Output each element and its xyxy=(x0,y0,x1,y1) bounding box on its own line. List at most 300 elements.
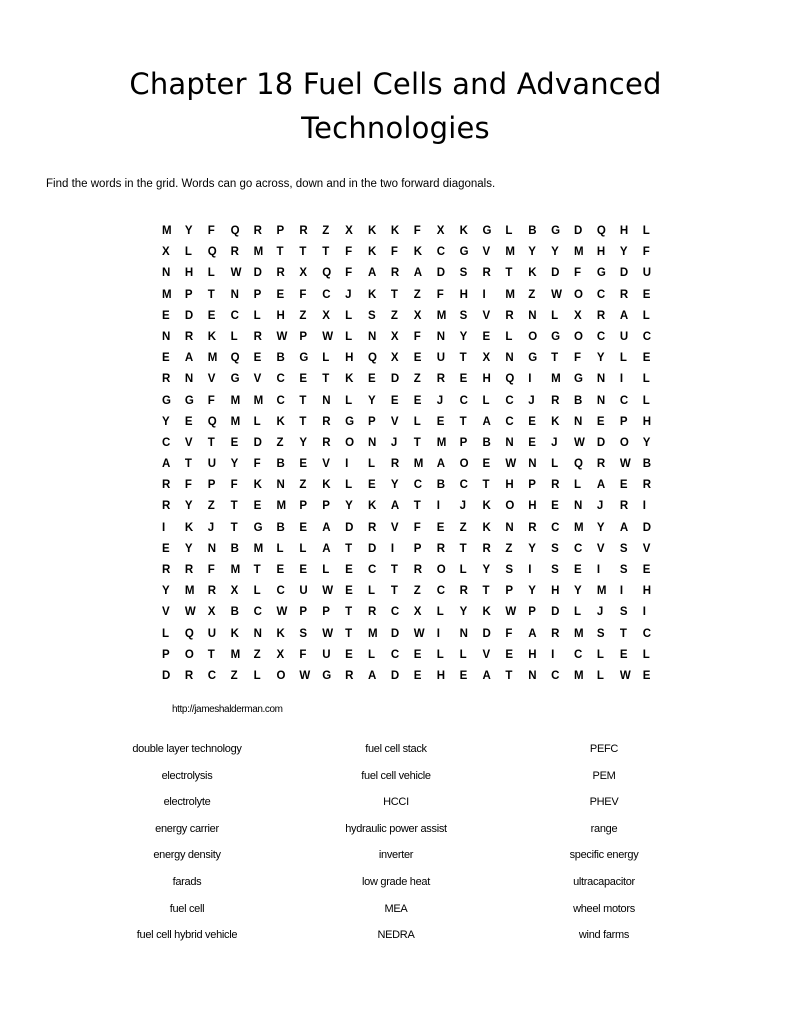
grid-letter: P xyxy=(413,542,422,555)
grid-letter: D xyxy=(390,627,400,640)
grid-letter: E xyxy=(574,564,582,576)
grid-letter: F xyxy=(413,225,421,237)
grid-letter: J xyxy=(390,436,398,449)
grid-letter: K xyxy=(459,225,468,237)
grid-letter: T xyxy=(390,564,398,576)
grid-letter: L xyxy=(642,309,650,322)
grid-letter: I xyxy=(642,500,646,513)
grid-letter: E xyxy=(230,436,239,449)
grid-letter: T xyxy=(207,288,215,301)
grid-letter: E xyxy=(253,352,262,365)
grid-letter: J xyxy=(459,500,466,513)
grid-letter: B xyxy=(642,458,652,471)
grid-letter: E xyxy=(299,564,308,576)
word-list-item: ultracapacitor xyxy=(573,875,635,888)
grid-letter: P xyxy=(162,648,170,661)
grid-letter: N xyxy=(505,521,514,534)
grid-letter: E xyxy=(299,458,308,471)
grid-letter: D xyxy=(619,267,629,280)
grid-letter: Y xyxy=(184,542,193,555)
grid-letter: N xyxy=(574,500,583,513)
grid-letter: K xyxy=(276,415,285,428)
grid-letter: F xyxy=(299,648,307,661)
grid-letter: X xyxy=(276,648,285,661)
grid-row xyxy=(162,348,666,369)
grid-letter: C xyxy=(596,330,606,343)
grid-letter: B xyxy=(482,436,491,449)
grid-letter: E xyxy=(162,309,170,322)
grid-letter: S xyxy=(551,542,559,555)
grid-letter: I xyxy=(528,373,532,386)
grid-letter: G xyxy=(230,373,240,386)
grid-letter: M xyxy=(276,500,287,513)
grid-letter: F xyxy=(436,288,444,301)
grid-letter: P xyxy=(184,288,193,301)
grid-letter: Y xyxy=(528,246,536,259)
letter-grid xyxy=(162,221,666,687)
grid-letter: W xyxy=(619,669,631,682)
grid-letter: B xyxy=(276,458,285,471)
grid-letter: Z xyxy=(413,585,421,598)
grid-letter: J xyxy=(528,394,535,407)
grid-letter: O xyxy=(436,564,446,576)
grid-letter: V xyxy=(253,373,262,386)
grid-letter: F xyxy=(345,267,353,280)
grid-letter: X xyxy=(230,585,239,598)
word-list-item: energy carrier xyxy=(155,822,219,835)
grid-letter: T xyxy=(299,415,307,428)
grid-letter: D xyxy=(368,542,377,555)
grid-letter: M xyxy=(230,394,241,407)
grid-letter: F xyxy=(642,246,650,259)
grid-letter: O xyxy=(574,288,583,301)
grid-letter: Y xyxy=(619,246,628,259)
grid-letter: J xyxy=(596,606,604,619)
grid-letter: E xyxy=(345,564,353,576)
grid-letter: K xyxy=(413,246,423,259)
grid-letter: L xyxy=(299,542,307,555)
grid-letter: M xyxy=(184,585,195,598)
grid-letter: L xyxy=(345,479,353,492)
grid-letter: K xyxy=(368,500,377,513)
grid-letter: N xyxy=(276,479,285,492)
grid-letter: E xyxy=(413,648,422,661)
grid-letter: C xyxy=(413,479,423,492)
grid-letter: H xyxy=(642,585,652,598)
grid-letter: J xyxy=(596,500,604,513)
grid-letter: R xyxy=(162,373,171,386)
grid-letter: L xyxy=(162,627,170,640)
grid-letter: H xyxy=(505,479,514,492)
grid-letter: N xyxy=(230,288,239,301)
grid-letter: F xyxy=(207,564,215,576)
grid-letter: X xyxy=(162,246,170,259)
grid-letter: S xyxy=(596,627,605,640)
grid-letter: Z xyxy=(528,288,536,301)
grid-letter: T xyxy=(230,521,238,534)
grid-letter: C xyxy=(551,669,560,682)
grid-letter: P xyxy=(368,415,376,428)
grid-letter: Q xyxy=(184,627,194,640)
grid-letter: A xyxy=(368,267,377,280)
grid-letter: D xyxy=(253,267,262,280)
grid-letter: E xyxy=(482,330,491,343)
grid-letter: D xyxy=(596,436,606,449)
grid-letter: N xyxy=(528,669,537,682)
grid-letter: R xyxy=(413,564,423,576)
grid-letter: F xyxy=(299,288,307,301)
grid-letter: Y xyxy=(184,225,193,237)
grid-letter: Z xyxy=(299,309,307,322)
grid-letter: Z xyxy=(505,542,513,555)
grid-letter: E xyxy=(505,648,514,661)
grid-letter: N xyxy=(184,373,194,386)
grid-letter: C xyxy=(207,669,217,682)
grid-letter: X xyxy=(482,352,491,365)
grid-letter: E xyxy=(642,352,651,365)
grid-letter: X xyxy=(413,309,422,322)
grid-row xyxy=(162,242,666,263)
word-list-item: low grade heat xyxy=(362,875,430,888)
word-list-item: farads xyxy=(172,875,202,888)
grid-letter: Y xyxy=(162,585,170,598)
grid-letter: E xyxy=(413,669,422,682)
grid-letter: T xyxy=(184,458,192,471)
grid-letter: P xyxy=(207,479,216,492)
grid-letter: C xyxy=(642,627,652,640)
grid-letter: K xyxy=(368,246,377,259)
grid-letter: T xyxy=(207,436,215,449)
grid-letter: Z xyxy=(230,669,238,682)
grid-letter: P xyxy=(299,606,308,619)
grid-letter: I xyxy=(436,627,440,640)
grid-letter: V xyxy=(390,521,399,534)
word-list-item: fuel cell stack xyxy=(365,743,427,755)
grid-letter: Q xyxy=(596,225,606,237)
grid-letter: R xyxy=(162,479,171,492)
grid-letter: A xyxy=(482,669,491,682)
grid-letter: R xyxy=(436,542,445,555)
grid-letter: Z xyxy=(207,500,215,513)
grid-letter: E xyxy=(413,352,422,365)
grid-letter: H xyxy=(345,352,354,365)
grid-letter: L xyxy=(596,648,604,661)
grid-letter: M xyxy=(574,627,584,640)
grid-letter: Q xyxy=(368,352,377,365)
grid-letter: N xyxy=(368,330,377,343)
grid-letter: C xyxy=(253,606,262,619)
grid-letter: F xyxy=(207,225,215,237)
grid-letter: G xyxy=(596,267,606,280)
grid-letter: C xyxy=(162,436,171,449)
page-title xyxy=(0,62,791,150)
grid-letter: R xyxy=(322,415,331,428)
grid-letter: Q xyxy=(230,225,240,237)
grid-letter: A xyxy=(390,500,400,513)
grid-row xyxy=(162,518,666,539)
grid-row xyxy=(162,327,666,348)
grid-letter: M xyxy=(162,288,172,301)
grid-letter: F xyxy=(390,246,398,259)
grid-letter: D xyxy=(390,669,400,682)
grid-letter: M xyxy=(551,373,561,386)
grid-letter: F xyxy=(413,330,421,343)
grid-letter: R xyxy=(551,394,560,407)
grid-letter: T xyxy=(322,246,330,259)
grid-letter: E xyxy=(368,373,376,386)
word-list-item: wheel motors xyxy=(573,902,635,915)
grid-letter: W xyxy=(505,606,517,619)
grid-letter: W xyxy=(322,330,334,343)
grid-letter: E xyxy=(345,585,353,598)
grid-letter: J xyxy=(436,394,444,407)
grid-letter: S xyxy=(459,267,468,280)
grid-letter: L xyxy=(436,606,444,619)
grid-letter: D xyxy=(436,267,445,280)
grid-letter: W xyxy=(322,627,334,640)
grid-letter: C xyxy=(276,585,285,598)
grid-letter: M xyxy=(574,521,584,534)
grid-letter: K xyxy=(368,288,377,301)
grid-letter: Q xyxy=(207,246,217,259)
grid-letter: F xyxy=(230,479,238,492)
grid-letter: A xyxy=(368,669,377,682)
grid-letter: N xyxy=(162,330,171,343)
grid-letter: T xyxy=(505,669,513,682)
grid-letter: N xyxy=(505,436,514,449)
grid-letter: K xyxy=(207,330,217,343)
grid-letter: E xyxy=(345,648,353,661)
grid-row xyxy=(162,263,666,284)
grid-letter: T xyxy=(482,479,490,492)
grid-letter: R xyxy=(184,330,194,343)
grid-letter: T xyxy=(276,246,284,259)
grid-letter: R xyxy=(390,458,400,471)
grid-letter: D xyxy=(551,267,560,280)
grid-letter: E xyxy=(482,458,491,471)
grid-letter: P xyxy=(299,330,308,343)
grid-letter: L xyxy=(551,309,559,322)
grid-letter: M xyxy=(230,564,241,576)
grid-letter: K xyxy=(482,500,491,513)
grid-letter: T xyxy=(551,352,559,365)
grid-letter: P xyxy=(505,585,514,598)
grid-letter: P xyxy=(322,606,330,619)
grid-letter: T xyxy=(253,564,261,576)
grid-letter: E xyxy=(459,373,468,386)
grid-letter: N xyxy=(207,542,217,555)
grid-letter: L xyxy=(207,267,215,280)
grid-letter: Z xyxy=(390,309,398,322)
grid-letter: L xyxy=(184,246,192,259)
grid-letter: F xyxy=(207,394,215,407)
word-list-item: HCCI xyxy=(383,796,409,809)
grid-letter: R xyxy=(619,288,629,301)
grid-letter: H xyxy=(482,373,491,386)
grid-letter: L xyxy=(459,564,467,576)
grid-letter: K xyxy=(551,415,560,428)
source-url: http://jameshalderman.com xyxy=(172,704,283,715)
grid-letter: W xyxy=(322,585,334,598)
grid-row xyxy=(162,221,666,242)
grid-letter: J xyxy=(551,436,558,449)
grid-letter: R xyxy=(390,267,400,280)
grid-letter: R xyxy=(642,479,652,492)
grid-letter: K xyxy=(528,267,537,280)
grid-letter: V xyxy=(322,458,330,471)
grid-letter: M xyxy=(505,288,515,301)
grid-letter: E xyxy=(390,394,399,407)
word-list-item: energy density xyxy=(153,849,221,862)
word-list-item: NEDRA xyxy=(377,929,415,942)
word-list-item: fuel cell hybrid vehicle xyxy=(136,929,238,942)
grid-letter: N xyxy=(162,267,171,280)
grid-letter: M xyxy=(505,246,515,259)
grid-letter: C xyxy=(459,394,468,407)
grid-letter: W xyxy=(276,330,288,343)
grid-letter: A xyxy=(482,415,491,428)
grid-letter: K xyxy=(482,606,491,619)
grid-letter: H xyxy=(528,500,537,513)
grid-letter: G xyxy=(459,246,469,259)
title-line-2: Technologies xyxy=(301,111,490,145)
grid-letter: C xyxy=(436,246,445,259)
grid-letter: D xyxy=(642,521,652,534)
grid-letter: Y xyxy=(482,564,491,576)
grid-row xyxy=(162,391,666,412)
grid-letter: I xyxy=(345,458,349,471)
grid-row xyxy=(162,306,666,327)
grid-letter: C xyxy=(322,288,331,301)
grid-letter: Z xyxy=(322,225,330,237)
grid-letter: K xyxy=(345,373,354,386)
grid-letter: L xyxy=(482,394,490,407)
grid-letter: L xyxy=(642,373,650,386)
grid-letter: A xyxy=(619,309,629,322)
grid-letter: S xyxy=(505,564,514,576)
grid-letter: C xyxy=(459,479,468,492)
grid-letter: E xyxy=(299,373,308,386)
grid-letter: Z xyxy=(253,648,261,661)
grid-letter: W xyxy=(230,267,242,280)
grid-letter: S xyxy=(368,309,376,322)
grid-letter: D xyxy=(551,606,560,619)
grid-letter: L xyxy=(253,585,261,598)
word-list-item: wind farms xyxy=(578,929,630,942)
grid-letter: A xyxy=(619,521,629,534)
grid-letter: G xyxy=(574,373,583,386)
grid-letter: N xyxy=(368,436,377,449)
grid-letter: Y xyxy=(528,585,536,598)
grid-letter: U xyxy=(619,330,629,343)
grid-letter: E xyxy=(551,500,559,513)
grid-letter: L xyxy=(596,669,604,682)
grid-letter: E xyxy=(642,564,651,576)
grid-letter: Q xyxy=(207,415,217,428)
grid-letter: G xyxy=(551,330,561,343)
grid-letter: N xyxy=(528,458,537,471)
grid-letter: A xyxy=(528,627,537,640)
grid-letter: T xyxy=(207,648,215,661)
grid-letter: G xyxy=(322,669,332,682)
grid-letter: W xyxy=(299,669,311,682)
grid-letter: X xyxy=(413,606,422,619)
grid-letter: T xyxy=(413,500,421,513)
grid-letter: R xyxy=(184,564,194,576)
grid-letter: V xyxy=(642,542,651,555)
grid-letter: C xyxy=(551,521,560,534)
grid-letter: R xyxy=(322,436,331,449)
grid-letter: O xyxy=(505,500,515,513)
grid-letter: M xyxy=(574,669,584,682)
grid-letter: T xyxy=(230,500,238,513)
grid-letter: F xyxy=(253,458,261,471)
word-list-item: range xyxy=(590,822,618,835)
word-list-item: electrolysis xyxy=(161,769,213,782)
grid-letter: Y xyxy=(551,246,559,259)
grid-letter: Z xyxy=(459,521,467,534)
grid-letter: N xyxy=(505,352,514,365)
grid-letter: E xyxy=(162,352,170,365)
grid-letter: L xyxy=(368,648,376,661)
grid-letter: C xyxy=(230,309,239,322)
grid-row xyxy=(162,412,666,433)
grid-letter: D xyxy=(482,627,491,640)
grid-letter: C xyxy=(642,330,652,343)
grid-letter: T xyxy=(390,585,398,598)
grid-letter: I xyxy=(551,648,555,661)
grid-letter: M xyxy=(253,542,264,555)
grid-letter: E xyxy=(528,436,536,449)
grid-letter: T xyxy=(345,606,353,619)
grid-letter: R xyxy=(253,330,262,343)
grid-letter: I xyxy=(482,288,486,301)
grid-letter: M xyxy=(413,458,424,471)
grid-letter: M xyxy=(207,352,218,365)
grid-row xyxy=(162,560,666,581)
grid-letter: E xyxy=(436,521,445,534)
grid-letter: E xyxy=(413,394,422,407)
grid-letter: K xyxy=(368,225,377,237)
grid-letter: R xyxy=(230,246,239,259)
grid-letter: K xyxy=(230,627,239,640)
grid-letter: P xyxy=(528,479,536,492)
grid-letter: S xyxy=(551,564,559,576)
grid-letter: A xyxy=(413,267,423,280)
grid-letter: O xyxy=(574,330,583,343)
word-list-item: specific energy xyxy=(569,849,639,862)
grid-letter: H xyxy=(528,648,537,661)
grid-letter: T xyxy=(482,585,490,598)
grid-letter: L xyxy=(505,330,513,343)
word-list-item: MEA xyxy=(384,902,408,915)
grid-letter: A xyxy=(322,521,331,534)
grid-row xyxy=(162,433,666,454)
grid-letter: E xyxy=(368,479,376,492)
grid-letter: N xyxy=(574,415,583,428)
grid-letter: T xyxy=(459,542,467,555)
grid-letter: M xyxy=(253,394,264,407)
grid-letter: N xyxy=(459,627,468,640)
grid-letter: U xyxy=(436,352,445,365)
grid-letter: F xyxy=(345,246,353,259)
grid-letter: H xyxy=(459,288,468,301)
grid-letter: I xyxy=(528,564,532,576)
grid-letter: E xyxy=(528,415,536,428)
grid-letter: L xyxy=(459,648,467,661)
grid-letter: E xyxy=(162,542,170,555)
grid-letter: B xyxy=(276,521,285,534)
